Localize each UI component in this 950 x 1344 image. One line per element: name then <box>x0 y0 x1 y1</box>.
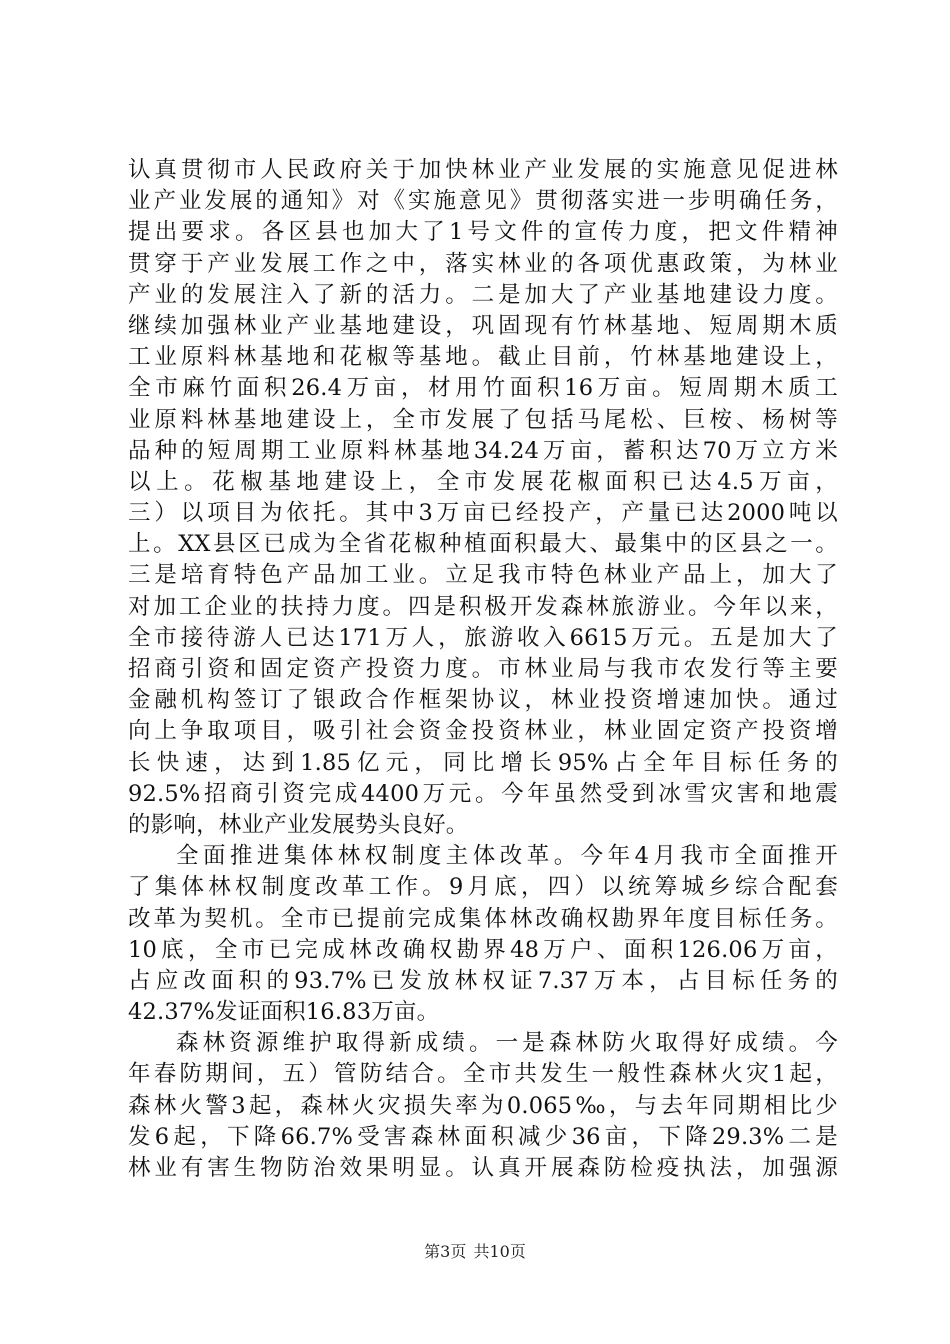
body-line: 贯穿于产业发展工作之中，落实林业的各项优惠政策，为林业 <box>128 250 838 277</box>
body-line: 年春防期间，五）管防结合。全市共发生一般性森林火灾1起， <box>128 1061 838 1088</box>
body-line: 森林火警3起，森林火灾损失率为0.065‰，与去年同期相比少 <box>128 1092 838 1119</box>
body-line: 10底，全市已完成林改确权勘界48万户、面积126.06万亩， <box>128 936 838 963</box>
body-line: 占应改面积的93.7%已发放林权证7.37万本，占目标任务的 <box>128 967 838 994</box>
body-line: 42.37%发证面积16.83万亩。 <box>128 999 440 1026</box>
page-total: 共10页 <box>473 1242 526 1261</box>
body-line: 业原料林基地建设上，全市发展了包括马尾松、巨桉、杨树等 <box>128 406 838 433</box>
body-line: 提出要求。各区县也加大了1号文件的宣传力度，把文件精神 <box>128 219 838 246</box>
body-line: 产业的发展注入了新的活力。二是加大了产业基地建设力度。 <box>128 281 838 308</box>
body-line: 认真贯彻市人民政府关于加快林业产业发展的实施意见促进林 <box>128 157 838 183</box>
body-line: 三）以项目为依托。其中3万亩已经投产，产量已达2000吨以 <box>128 500 838 527</box>
body-line: 发6起，下降66.7%受害森林面积减少36亩，下降29.3%二是 <box>128 1123 838 1150</box>
body-line: 以上。花椒基地建设上，全市发展花椒面积已达4.5万亩， <box>128 468 838 495</box>
body-line: 工业原料林基地和花椒等基地。截止目前，竹林基地建设上， <box>128 344 838 371</box>
body-line: 三是培育特色产品加工业。立足我市特色林业产品上，加大了 <box>128 562 838 589</box>
body-line: 改革为契机。全市已提前完成集体林改确权勘界年度目标任务。 <box>128 905 838 932</box>
body-line: 上。XX县区已成为全省花椒种植面积最大、最集中的区县之一。 <box>128 531 838 558</box>
body-line: 业产业发展的通知》对《实施意见》贯彻落实进一步明确任务， <box>128 188 838 215</box>
body-line: 全市接待游人已达171万人，旅游收入6615万元。五是加大了 <box>128 624 838 651</box>
page-footer <box>0 1239 950 1262</box>
body-line: 向上争取项目，吸引社会资金投资林业，林业固定资产投资增 <box>128 718 838 745</box>
paragraph-first-line: 森林资源维护取得新成绩。一是森林防火取得好成绩。今 <box>176 1030 838 1057</box>
document-body <box>128 155 838 1184</box>
body-line: 92.5%招商引资完成4400万元。今年虽然受到冰雪灾害和地震 <box>128 780 838 807</box>
body-line: 金融机构签订了银政合作框架协议，林业投资增速加快。通过 <box>128 687 838 714</box>
body-line: 长快速，达到1.85亿元，同比增长95%占全年目标任务的 <box>128 749 838 776</box>
paragraph-first-line: 全面推进集体林权制度主体改革。今年4月我市全面推开 <box>176 843 838 870</box>
body-line: 了集体林权制度改革工作。9月底，四）以统筹城乡综合配套 <box>128 874 838 901</box>
body-line: 林业有害生物防治效果明显。认真开展森防检疫执法，加强源 <box>128 1155 838 1181</box>
body-line: 继续加强林业产业基地建设，巩固现有竹林基地、短周期木质 <box>128 312 838 339</box>
page-number: 第3页 <box>424 1242 467 1261</box>
body-line: 全市麻竹面积26.4万亩，材用竹面积16万亩。短周期木质工 <box>128 375 838 402</box>
body-line: 对加工企业的扶持力度。四是积极开发森林旅游业。今年以来， <box>128 593 838 620</box>
body-line: 招商引资和固定资产投资力度。市林业局与我市农发行等主要 <box>128 656 838 682</box>
body-line: 品种的短周期工业原料林基地34.24万亩，蓄积达70万立方米 <box>128 437 838 464</box>
body-line: 的影响，林业产业发展势头良好。 <box>128 811 469 838</box>
